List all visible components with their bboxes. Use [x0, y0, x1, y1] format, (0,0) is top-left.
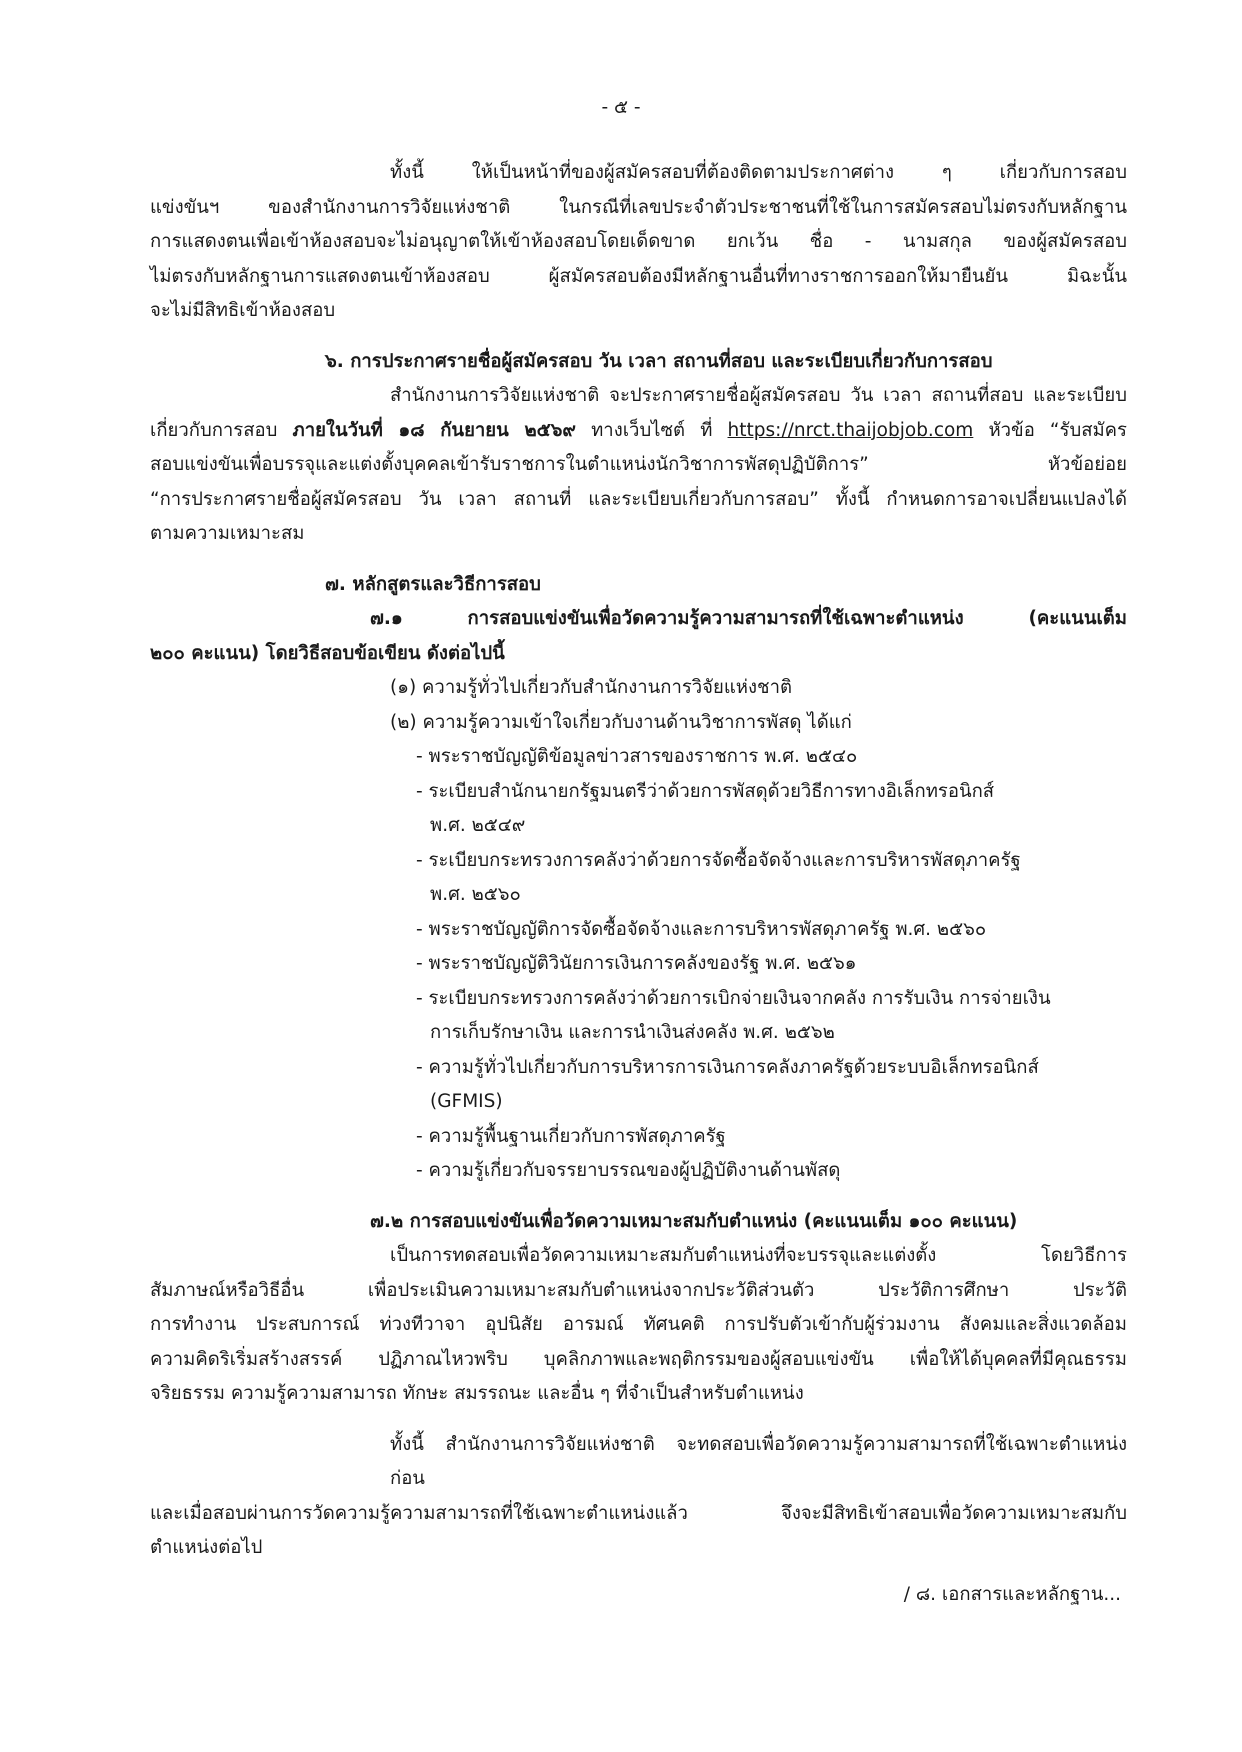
- intro-line: แข่งขันฯ ของสำนักงานการวิจัยแห่งชาติ ในกรณีที่เลขประจำตัวประชาชนที่ใช้ในการสมัครสอบไม่ตรงกับหลักฐาน: [150, 196, 1127, 218]
- section-6-line: ตามความเหมาะสม: [150, 523, 305, 544]
- list-subitem-cont: การเก็บรักษาเงิน และการนำเงินส่งคลัง พ.ศ. ๒๕๖๒: [430, 1022, 835, 1043]
- section-7-2-line: สัมภาษณ์หรือวิธีอื่น เพื่อประเมินความเหมาะสมกับตำแหน่งจากประวัติส่วนตัว ประวัติการศึกษา ประวัติ: [150, 1279, 1127, 1301]
- section-6-text: เกี่ยวกับการสอบ: [150, 419, 293, 441]
- section-6-text: หัวข้อ “รับสมัคร: [973, 419, 1127, 441]
- section-6-heading: ๖. การประกาศรายชื่อผู้สมัครสอบ วัน เวลา สถานที่สอบ และระเบียบเกี่ยวกับการสอบ: [325, 350, 993, 372]
- intro-line: ไม่ตรงกับหลักฐานการแสดงตนเข้าห้องสอบ ผู้สมัครสอบต้องมีหลักฐานอื่นที่ทางราชการออกให้มายืนยัน มิฉะนั้น: [150, 265, 1127, 287]
- section-6-line: สำนักงานการวิจัยแห่งชาติ จะประกาศรายชื่อผู้สมัครสอบ วัน เวลา สถานที่สอบ และระเบียบ: [390, 385, 1127, 406]
- section-7-2-line: จริยธรรม ความรู้ความสามารถ ทักษะ สมรรถนะ และอื่น ๆ ที่จำเป็นสำหรับตำแหน่ง: [150, 1383, 804, 1404]
- list-subitem: - ความรู้ทั่วไปเกี่ยวกับการบริหารการเงินการคลังภาครัฐด้วยระบบอิเล็กทรอนิกส์: [416, 1056, 1039, 1078]
- section-6-line: สอบแข่งขันเพื่อบรรจุและแต่งตั้งบุคคลเข้ารับราชการในตำแหน่งนักวิชาการพัสดุปฏิบัติการ” หัวข้อย่อย: [150, 454, 1127, 475]
- closing-line: ตำแหน่งต่อไป: [150, 1537, 263, 1558]
- intro-paragraph: [150, 156, 1127, 329]
- announce-date: ภายในวันที่ ๑๘ กันยายน ๒๕๖๙: [292, 419, 576, 441]
- intro-line: ทั้งนี้ ให้เป็นหน้าที่ของผู้สมัครสอบที่ต้องติดตามประกาศต่าง ๆ เกี่ยวกับการสอบ: [390, 162, 1127, 183]
- list-subitem-cont: พ.ศ. ๒๕๔๙: [430, 815, 526, 836]
- section-6: [150, 345, 1127, 552]
- list-subitem: - พระราชบัญญัติวินัยการเงินการคลังของรัฐ พ.ศ. ๒๕๖๑: [416, 953, 857, 974]
- list-item: (๑) ความรู้ทั่วไปเกี่ยวกับสำนักงานการวิจัยแห่งชาติ: [390, 677, 792, 698]
- section-6-line: [150, 414, 1127, 449]
- section-7: [150, 568, 1127, 1566]
- closing-line: และเมื่อสอบผ่านการวัดความรู้ความสามารถที่ใช้เฉพาะตำแหน่งแล้ว จึงจะมีสิทธิเข้าสอบเพื่อวัดความเหมาะสมกับ: [150, 1502, 1127, 1524]
- list-subitem: - พระราชบัญญัติข้อมูลข่าวสารของราชการ พ.ศ. ๒๕๔๐: [416, 746, 858, 767]
- intro-line: การแสดงตนเพื่อเข้าห้องสอบจะไม่อนุญาตให้เข้าห้องสอบโดยเด็ดขาด ยกเว้น ชื่อ - นามสกุล ของผู้สมัครสอบ: [150, 231, 1127, 252]
- list-subitem: - พระราชบัญญัติการจัดซื้อจัดจ้างและการบริหารพัสดุภาครัฐ พ.ศ. ๒๕๖๐: [416, 918, 987, 940]
- section-6-text: ทางเว็บไซต์ ที่: [575, 419, 728, 441]
- section-7-2-line: เป็นการทดสอบเพื่อวัดความเหมาะสมกับตำแหน่งที่จะบรรจุและแต่งตั้ง โดยวิธีการ: [390, 1245, 1127, 1266]
- list-subitem: - ระเบียบสำนักนายกรัฐมนตรีว่าด้วยการพัสดุด้วยวิธีการทางอิเล็กทรอนิกส์: [416, 780, 995, 802]
- list-item: (๒) ความรู้ความเข้าใจเกี่ยวกับงานด้านวิชาการพัสดุ ได้แก่: [390, 711, 852, 733]
- list-subitem: - ระเบียบกระทรวงการคลังว่าด้วยการเบิกจ่ายเงินจากคลัง การรับเงิน การจ่ายเงิน: [416, 987, 1051, 1009]
- intro-line: จะไม่มีสิทธิเข้าห้องสอบ: [150, 300, 336, 321]
- law-list: [150, 740, 1127, 1189]
- section-7-heading: ๗. หลักสูตรและวิธีการสอบ: [325, 573, 541, 595]
- website-link[interactable]: https://nrct.thaijobjob.com: [727, 419, 974, 441]
- list-subitem: - ความรู้เกี่ยวกับจรรยาบรรณของผู้ปฏิบัติงานด้านพัสดุ: [416, 1160, 841, 1181]
- section-7-2-line: ความคิดริเริ่มสร้างสรรค์ ปฏิภาณไหวพริบ บุคลิกภาพและพฤติกรรมของผู้สอบแข่งขัน เพื่อให้ได้บุคคลที่มีคุณธรรม: [150, 1348, 1127, 1370]
- list-subitem: - ความรู้พื้นฐานเกี่ยวกับการพัสดุภาครัฐ: [416, 1125, 726, 1147]
- list-subitem: - ระเบียบกระทรวงการคลังว่าด้วยการจัดซื้อจัดจ้างและการบริหารพัสดุภาครัฐ: [416, 849, 1021, 871]
- list-subitem-cont: พ.ศ. ๒๕๖๐: [430, 884, 521, 905]
- section-7-1-heading-cont: ๒๐๐ คะแนน) โดยวิธีสอบข้อเขียน ดังต่อไปนี้: [150, 642, 505, 664]
- list-subitem-cont: (GFMIS): [430, 1091, 503, 1112]
- section-6-line: “การประกาศรายชื่อผู้สมัครสอบ วัน เวลา สถานที่ และระเบียบเกี่ยวกับการสอบ” ทั้งนี้ กำหนดการอาจเปลี่ยนแปลงได้: [150, 488, 1127, 510]
- page-number: - ๕ -: [601, 97, 641, 118]
- closing-line: ทั้งนี้ สำนักงานการวิจัยแห่งชาติ จะทดสอบเพื่อวัดความรู้ความสามารถที่ใช้เฉพาะตำแหน่งก่อน: [390, 1433, 1127, 1489]
- continuation-note: / ๘. เอกสารและหลักฐาน...: [903, 1583, 1121, 1605]
- section-7-2-line: การทำงาน ประสบการณ์ ท่วงทีวาจา อุปนิสัย อารมณ์ ทัศนคติ การปรับตัวเข้ากับผู้ร่วมงาน สังคมและสิ่งแวดล้อม: [150, 1314, 1127, 1335]
- section-7-1-heading: ๗.๑ การสอบแข่งขันเพื่อวัดความรู้ความสามารถที่ใช้เฉพาะตำแหน่ง (คะแนนเต็ม: [370, 608, 1127, 629]
- section-7-2-heading: ๗.๒ การสอบแข่งขันเพื่อวัดความเหมาะสมกับตำแหน่ง (คะแนนเต็ม ๑๐๐ คะแนน): [370, 1210, 1018, 1232]
